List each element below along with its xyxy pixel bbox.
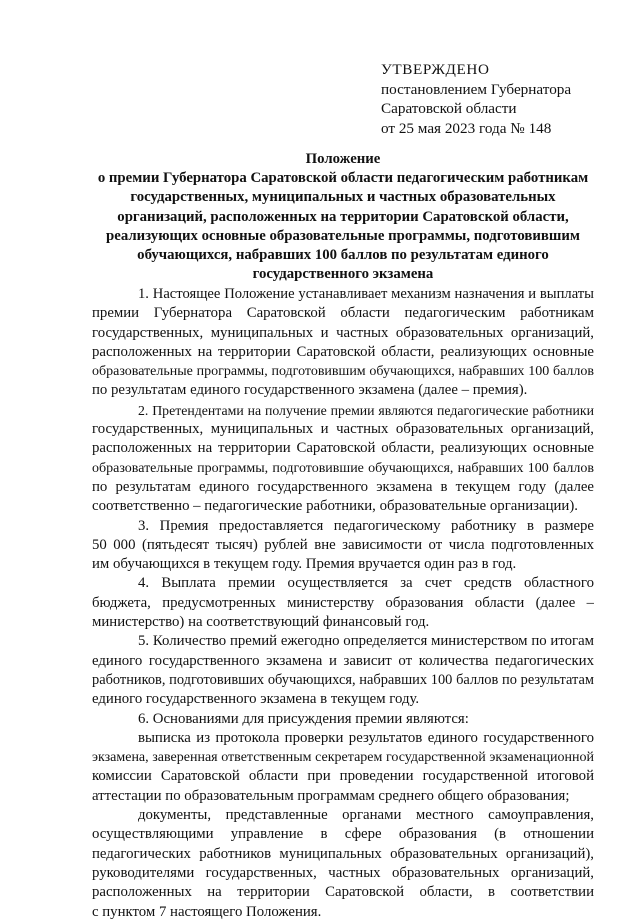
text-line: государственных, муниципальных и частных образовательных организаций, (92, 324, 594, 341)
text-line: аттестации по образовательным программам среднего общего образования; (92, 787, 570, 804)
text-line: расположенных на территории Саратовской области, в соответствии (92, 884, 594, 901)
title-line: реализующих основные образовательные программы, подготовившим (106, 227, 580, 244)
text-line: им обучающихся в текущем году. Премия вручается один раз в год. (92, 556, 517, 573)
text-line: руководителями государственных, частных образовательных организаций, (92, 864, 594, 881)
text-line: 50 000 (пятьдесят тысяч) рублей вне зависимости от числа подготовленных (92, 536, 594, 553)
text-line: единого государственного экзамена в текущем году. (92, 691, 420, 708)
text-line: по результатам единого государственного экзамена (далее – премия). (92, 382, 528, 399)
document-body (92, 285, 594, 922)
approval-line: Саратовской области (381, 100, 517, 118)
text-line: осуществляющими управление в сфере образования (в отношении (92, 826, 594, 843)
approval-line: от 25 мая 2023 года № 148 (381, 119, 552, 137)
title-line: государственных, муниципальных и частных образовательных (130, 189, 556, 206)
text-line: бюджета, предусмотренных министерству образования области (далее – (92, 594, 594, 611)
text-line: расположенных на территории Саратовской области, реализующих основные (92, 440, 594, 457)
text-line: расположенных на территории Саратовской области, реализующих основные (92, 343, 594, 360)
text-line: образовательные программы, подготовившие обучающихся, набравших 100 баллов (92, 460, 594, 476)
text-line: министерство) на соответствующий финансовый год. (92, 614, 430, 631)
text-line: экзамена, заверенная ответственным секретарем государственной экзаменационной (92, 750, 594, 766)
text-line: 5. Количество премий ежегодно определяется министерством по итогам (138, 633, 594, 650)
title-line: государственного экзамена (252, 266, 434, 283)
text-line: 1. Настоящее Положение устанавливает механизм назначения и выплаты (138, 286, 594, 302)
text-line: государственных, муниципальных и частных образовательных организаций, (92, 421, 594, 438)
text-line: образовательные программы, подготовившим обучающихся, набравших 100 баллов (92, 364, 594, 380)
approval-stamp (381, 60, 571, 138)
text-line: соответственно – педагогические работники, образовательные организации). (92, 498, 578, 515)
text-line: комиссии Саратовской области при проведении государственной итоговой (92, 768, 594, 785)
document-title (92, 150, 594, 284)
text-line: 4. Выплата премии осуществляется за счет средств областного (138, 575, 594, 592)
text-line: документы, представленные органами местного самоуправления, (138, 807, 594, 824)
text-line: 2. Претендентами на получение премии являются педагогические работники (138, 402, 594, 418)
text-line: педагогических работников муниципальных образовательных организаций), (92, 845, 594, 862)
text-line: работников, подготовивших обучающихся, набравших 100 баллов по результатам (92, 671, 594, 688)
text-line: 6. Основаниями для присуждения премии являются: (138, 710, 469, 727)
text-line: выписка из протокола проверки результатов единого государственного (138, 729, 594, 746)
text-line: премии Губернатора Саратовской области педагогическим работникам (92, 305, 594, 322)
text-line: по результатам единого государственного экзамена в текущем году (далее (92, 478, 594, 495)
approval-heading: УТВЕРЖДЕНО (381, 61, 490, 78)
title-word: Положение (305, 151, 381, 167)
approval-line: постановлением Губернатора (381, 80, 572, 98)
text-line: 3. Премия предоставляется педагогическому работнику в размере (138, 517, 594, 534)
title-line: о премии Губернатора Саратовской области педагогическим работникам (97, 170, 589, 187)
text-line: единого государственного экзамена и зависит от количества педагогических (92, 652, 594, 669)
text-line: с пунктом 7 настоящего Положения. (92, 903, 322, 920)
title-line: организаций, расположенных на территории Саратовской области, (117, 208, 569, 225)
title-line: обучающихся, набравших 100 баллов по результатам единого (137, 247, 549, 264)
